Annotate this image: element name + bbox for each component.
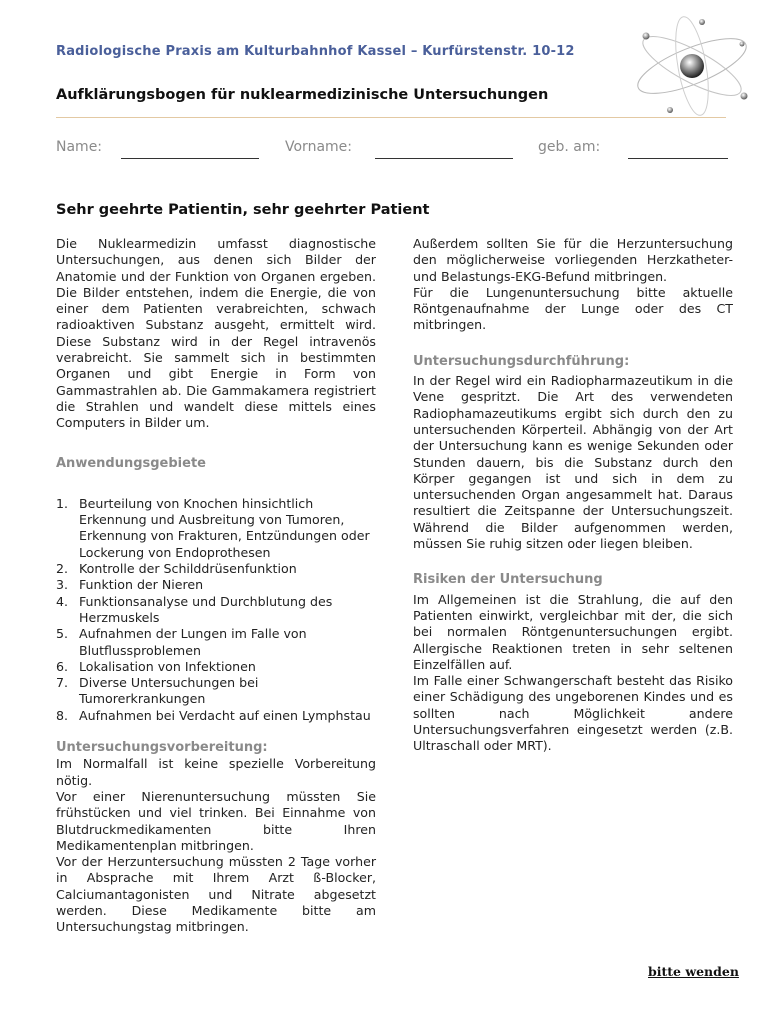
- risks-paragraph-2: Im Falle einer Schwangerschaft besteht das Risiko einer Schädigung des ungeborenen Kindes und es sollten nach Möglichkeit andere Untersuchungsverfahren eingesetzt werden (z.B. Ultraschall oder MRT).: [413, 673, 733, 754]
- list-item: 6. Lokalisation von Infektionen: [56, 658, 256, 674]
- cardiac-documents-paragraph: Außerdem sollten Sie für die Herzuntersuchung den möglicherweise vorliegenden Herzkatheter- und Belastungs-EKG-Befund mitbringen.: [413, 236, 733, 284]
- preparation-paragraph-2: Vor einer Nierenuntersuchung müssten Sie frühstücken und viel trinken. Bei Einnahme von Blutdruckmedikamenten bitte Ihren Medikamentenplan mitbringen.: [56, 788, 376, 853]
- lung-documents-paragraph: Für die Lungenuntersuchung bitte aktuelle Röntgenaufnahme der Lunge oder des CT mitbringen.: [413, 284, 733, 333]
- birthdate-label: geb. am:: [538, 139, 601, 155]
- vorname-field-line[interactable]: [375, 158, 513, 159]
- name-label: Name:: [56, 139, 103, 155]
- practice-header: Radiologische Praxis am Kulturbahnhof Kassel – Kurfürstenstr. 10-12: [56, 44, 575, 59]
- name-field-line[interactable]: [121, 158, 259, 159]
- list-item: 3. Funktion der Nieren: [56, 577, 204, 593]
- preparation-heading: Untersuchungsvorbereitung:: [56, 740, 268, 756]
- applications-heading: Anwendungsgebiete: [56, 455, 206, 471]
- header-divider: [56, 117, 726, 118]
- turn-page-note: bitte wenden: [648, 964, 739, 979]
- vorname-label: Vorname:: [285, 139, 352, 155]
- preparation-paragraph-3: Vor der Herzuntersuchung müssten 2 Tage vorher in Absprache mit Ihrem Arzt ß-Blocker, Calciumantagonisten und Nitrate abgesetzt werden. Diese Medikamente bitte am Untersuchungstag mitbringen.: [56, 854, 376, 935]
- list-item: 4. Funktionsanalyse und Durchblutung des Herzmuskels: [56, 593, 333, 625]
- atom-icon: [632, 14, 762, 124]
- list-item: 2. Kontrolle der Schilddrüsenfunktion: [56, 561, 297, 577]
- salutation: Sehr geehrte Patientin, sehr geehrter Patient: [56, 202, 430, 218]
- procedure-heading: Untersuchungsdurchführung:: [413, 353, 630, 369]
- list-item: 8. Aufnahmen bei Verdacht auf einen Lymphstau: [56, 707, 371, 723]
- list-item: 7. Diverse Untersuchungen bei Tumorerkrankungen: [56, 675, 259, 707]
- birthdate-field-line[interactable]: [628, 158, 728, 159]
- procedure-paragraph: In der Regel wird ein Radiopharmazeutikum in die Vene gespritzt. Die Art des verwendeten Radiophamazeutikums ergibt sich durch den zu untersuchenden Körperteil. Abhängig von der Art der Untersuchung kann es wenige Sekunden oder Stunden dauern, bis die Substanz durch den Körper gegangen ist und sich in dem zu untersuchenden Organ angesammelt hat. Daraus resultiert die Zeitspanne der Untersuchungszeit. Während die Bilder aufgenommen werden, müssen Sie ruhig sitzen oder liegen bleiben.: [413, 373, 733, 552]
- applications-list: [56, 496, 376, 724]
- preparation-paragraph-1: Im Normalfall ist keine spezielle Vorbereitung nötig.: [56, 756, 376, 788]
- right-column: [413, 236, 733, 755]
- risks-heading: Risiken der Untersuchung: [413, 572, 603, 588]
- document-title: Aufklärungsbogen für nuklearmedizinische Untersuchungen: [56, 87, 549, 103]
- left-column: [56, 236, 376, 936]
- risks-paragraph-1: Im Allgemeinen ist die Strahlung, die auf den Patienten einwirkt, vergleichbar mit der, die sich bei normalen Röntgenuntersuchungen ergibt. Allergische Reaktionen treten in sehr seltenen Einzelfällen auf.: [413, 591, 733, 672]
- intro-paragraph: Die Nuklearmedizin umfasst diagnostische Untersuchungen, aus denen sich Bilder der Anatomie und der Funktion von Organen ergeben. Die Bilder entstehen, indem die Energie, die von einer dem Patienten verabreichten, schwach radioaktiven Substanz ausgeht, ermittelt wird. Diese Substanz wird in der Regel intravenös verabreicht. Sie sammelt sich in bestimmten Organen und gibt Energie in Form von Gammastrahlen ab. Die Gammakamera registriert die Strahlen und wandelt diese mittels eines Computers in Bilder um.: [56, 236, 376, 431]
- list-item: 1. Beurteilung von Knochen hinsichtlich Erkennung und Ausbreitung von Tumoren, Erkennung von Frakturen, Entzündungen oder Lockerung von Endoprothesen: [56, 495, 370, 560]
- list-item: 5. Aufnahmen der Lungen im Falle von Blutflussproblemen: [56, 626, 307, 658]
